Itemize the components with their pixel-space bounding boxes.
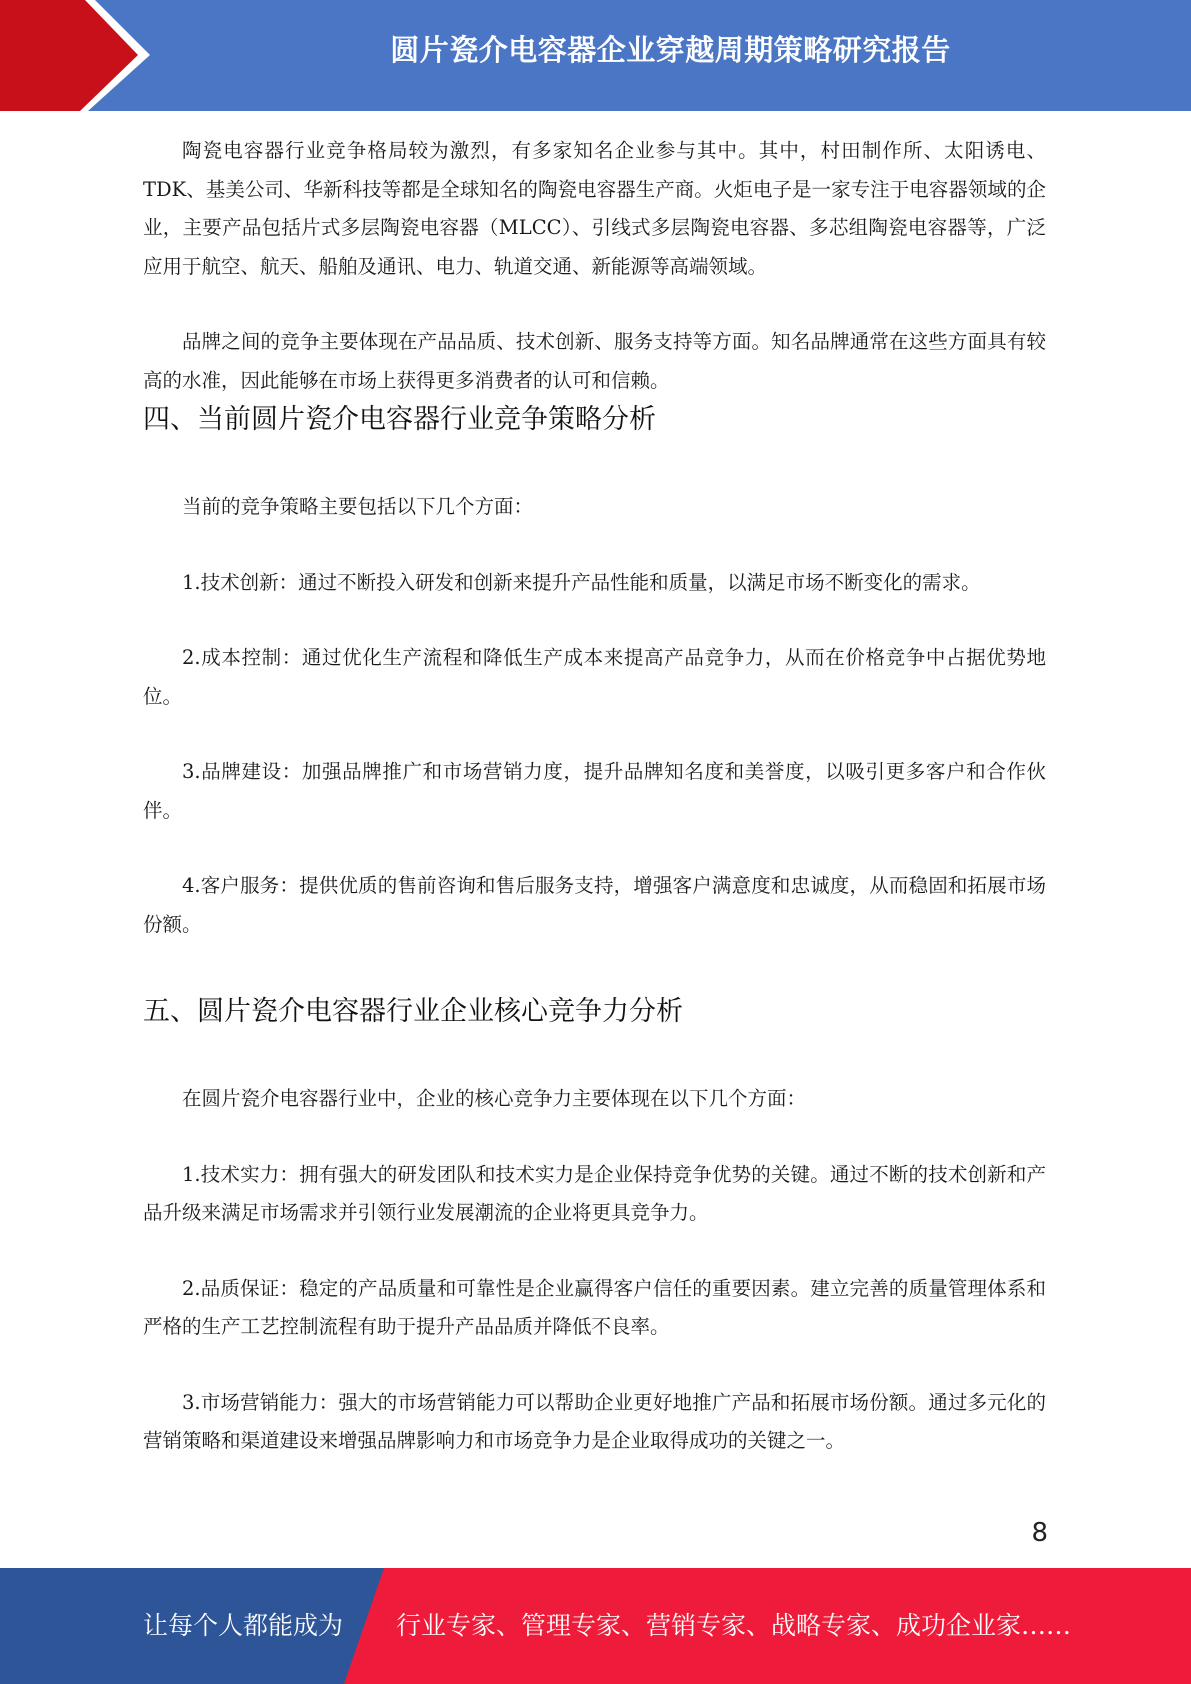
- section-5-item: 1.技术实力：拥有强大的研发团队和技术实力是企业保持竞争优势的关键。通过不断的技术创新和产品升级来满足市场需求并引领行业发展潮流的企业将更具竞争力。: [143, 1162, 1046, 1224]
- section-4-item: 2.成本控制：通过优化生产流程和降低生产成本来提高产品竞争力，从而在价格竞争中占据优势地位。: [143, 646, 1046, 708]
- section-4-item: 4.客户服务：提供优质的售前咨询和售后服务支持，增强客户满意度和忠诚度，从而稳固和拓展市场份额。: [143, 874, 1046, 936]
- section-5-heading: 五、圆片瓷介电容器行业企业核心竞争力分析: [143, 996, 683, 1027]
- intro-paragraph-1: 陶瓷电容器行业竞争格局较为激烈，有多家知名企业参与其中。其中，村田制作所、太阳诱电、TDK、基美公司、华新科技等都是全球知名的陶瓷电容器生产商。火炬电子是一家专注于电容器领域的企业，主要产品包括片式多层陶瓷电容器（MLCC）、引线式多层陶瓷电容器、多芯组陶瓷电容器等，广泛应用于航空、航天、船舶及通讯、电力、轨道交通、新能源等高端领域。: [143, 139, 1046, 278]
- header-chevron-decoration: [0, 0, 160, 111]
- page-footer: [0, 1568, 1191, 1684]
- section-4-item: 1.技术创新：通过不断投入研发和创新来提升产品性能和质量，以满足市场不断变化的需求。: [182, 570, 981, 594]
- section-5-item: 3.市场营销能力：强大的市场营销能力可以帮助企业更好地推广产品和拓展市场份额。通过多元化的营销策略和渠道建设来增强品牌影响力和市场竞争力是企业取得成功的关键之一。: [143, 1390, 1046, 1452]
- section-4-item: 3.品牌建设：加强品牌推广和市场营销力度，提升品牌知名度和美誉度，以吸引更多客户和合作伙伴。: [143, 760, 1046, 822]
- section-5-item: 2.品质保证：稳定的产品质量和可靠性是企业赢得客户信任的重要因素。建立完善的质量管理体系和严格的生产工艺控制流程有助于提升产品品质并降低不良率。: [143, 1276, 1046, 1338]
- header-title: 圆片瓷介电容器企业穿越周期策略研究报告: [390, 33, 951, 67]
- report-body: [143, 132, 1046, 1461]
- section-5-lead: 在圆片瓷介电容器行业中，企业的核心竞争力主要体现在以下几个方面：: [182, 1087, 807, 1110]
- section-4-lead: 当前的竞争策略主要包括以下几个方面：: [182, 495, 534, 518]
- page-number: 8: [1031, 1518, 1048, 1548]
- intro-paragraph-2: 品牌之间的竞争主要体现在产品品质、技术创新、服务支持等方面。知名品牌通常在这些方面具有较高的水准，因此能够在市场上获得更多消费者的认可和信赖。: [143, 330, 1046, 392]
- section-4-heading: 四、当前圆片瓷介电容器行业竞争策略分析: [143, 404, 656, 435]
- page-header: [0, 0, 1191, 111]
- footer-slogan-right: 行业专家、管理专家、营销专家、战略专家、成功企业家……: [396, 1611, 1072, 1640]
- header-red-chevron: [0, 0, 138, 111]
- footer-slogan-left: 让每个人都能成为: [143, 1611, 344, 1640]
